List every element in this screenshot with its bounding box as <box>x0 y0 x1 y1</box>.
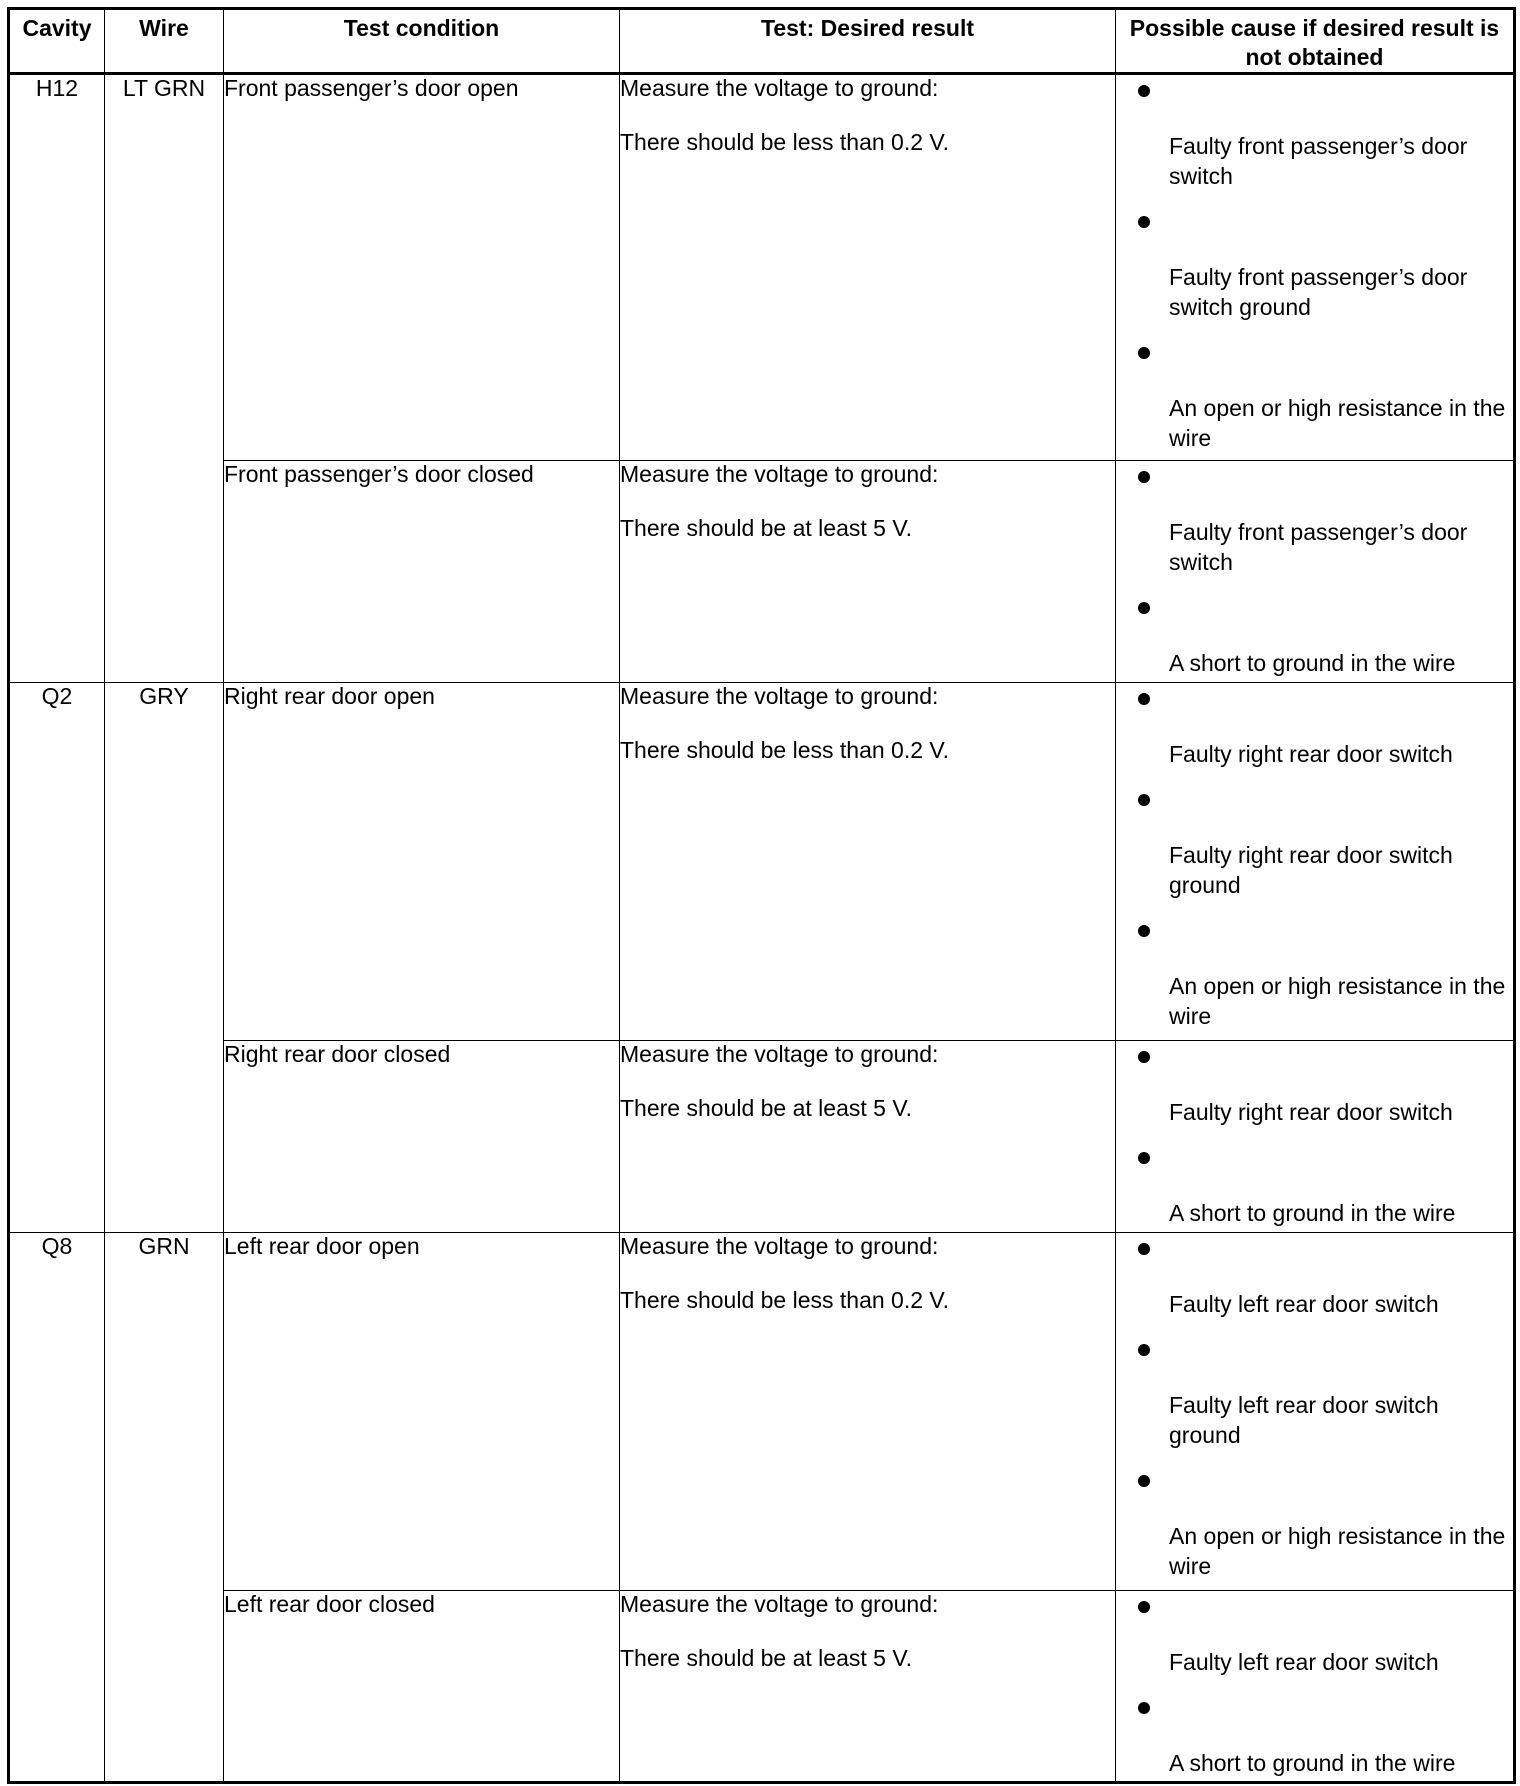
cause-item <box>1116 337 1513 453</box>
cause-text: Faulty front passenger’s door switch ground <box>1169 264 1468 320</box>
bullet-icon <box>1138 216 1150 228</box>
cause-text: Faulty left rear door switch ground <box>1169 1392 1439 1448</box>
cavity-cell: Q8 <box>9 1233 105 1783</box>
result-line: Measure the voltage to ground: <box>620 75 939 101</box>
cause-item <box>1116 1591 1513 1677</box>
bullet-icon <box>1138 471 1150 483</box>
cause-item <box>1116 1233 1513 1319</box>
cause-text: A short to ground in the wire <box>1169 1750 1456 1776</box>
header-possible-cause: Possible cause if desired result is not obtained <box>1116 9 1515 74</box>
cause-text: Faulty left rear door switch <box>1169 1291 1439 1317</box>
table-row <box>9 1041 1515 1233</box>
cause-item <box>1116 461 1513 577</box>
bullet-icon <box>1138 1601 1150 1613</box>
result-line: Measure the voltage to ground: <box>620 1041 939 1067</box>
bullet-icon <box>1138 1702 1150 1714</box>
test-condition-cell: Front passenger’s door open <box>224 74 620 461</box>
cause-text: Faulty right rear door switch <box>1169 741 1453 767</box>
test-condition-cell: Left rear door open <box>224 1233 620 1591</box>
bullet-icon <box>1138 1243 1150 1255</box>
header-test-condition: Test condition <box>224 9 620 74</box>
result-line: Measure the voltage to ground: <box>620 1591 939 1617</box>
possible-cause-cell <box>1116 1591 1515 1783</box>
desired-result-cell <box>620 1041 1116 1233</box>
test-condition-cell: Left rear door closed <box>224 1591 620 1783</box>
cause-text: A short to ground in the wire <box>1169 1200 1456 1226</box>
bullet-icon <box>1138 794 1150 806</box>
result-line: There should be at least 5 V. <box>620 1645 912 1671</box>
table-row <box>9 1591 1515 1783</box>
cause-item <box>1116 75 1513 191</box>
possible-cause-cell <box>1116 683 1515 1041</box>
cause-text: An open or high resistance in the wire <box>1169 1523 1506 1579</box>
cause-text: Faulty front passenger’s door switch <box>1169 133 1468 189</box>
possible-cause-cell <box>1116 1233 1515 1591</box>
cause-text: Faulty left rear door switch <box>1169 1649 1439 1675</box>
cause-item <box>1116 206 1513 322</box>
desired-result-cell <box>620 683 1116 1041</box>
cause-item <box>1116 1142 1513 1228</box>
bullet-icon <box>1138 1475 1150 1487</box>
cause-text: An open or high resistance in the wire <box>1169 395 1506 451</box>
cause-text: Faulty right rear door switch <box>1169 1099 1453 1125</box>
cause-item <box>1116 915 1513 1031</box>
cavity-cell: H12 <box>9 74 105 683</box>
header-wire: Wire <box>105 9 224 74</box>
result-line: Measure the voltage to ground: <box>620 461 939 487</box>
table-row <box>9 1233 1515 1591</box>
cause-text: Faulty front passenger’s door switch <box>1169 519 1468 575</box>
bullet-icon <box>1138 925 1150 937</box>
cause-item <box>1116 1692 1513 1778</box>
possible-cause-cell <box>1116 74 1515 461</box>
bullet-icon <box>1138 602 1150 614</box>
header-cavity: Cavity <box>9 9 105 74</box>
bullet-icon <box>1138 347 1150 359</box>
possible-cause-cell <box>1116 461 1515 683</box>
cause-item <box>1116 592 1513 678</box>
result-line: There should be at least 5 V. <box>620 515 912 541</box>
header-desired-result: Test: Desired result <box>620 9 1116 74</box>
bullet-icon <box>1138 693 1150 705</box>
cause-item <box>1116 1334 1513 1450</box>
bullet-icon <box>1138 1152 1150 1164</box>
bullet-icon <box>1138 85 1150 97</box>
cause-item <box>1116 1465 1513 1581</box>
cause-item <box>1116 1041 1513 1127</box>
wire-cell: GRN <box>105 1233 224 1783</box>
desired-result-cell <box>620 461 1116 683</box>
cavity-cell: Q2 <box>9 683 105 1233</box>
possible-cause-cell <box>1116 1041 1515 1233</box>
wire-cell: GRY <box>105 683 224 1233</box>
cause-text: An open or high resistance in the wire <box>1169 973 1506 1029</box>
cause-text: A short to ground in the wire <box>1169 650 1456 676</box>
result-line: There should be less than 0.2 V. <box>620 737 950 763</box>
cause-item <box>1116 683 1513 769</box>
bullet-icon <box>1138 1344 1150 1356</box>
table-row <box>9 683 1515 1041</box>
header-row <box>9 9 1515 74</box>
desired-result-cell <box>620 1591 1116 1783</box>
table-row <box>9 461 1515 683</box>
result-line: There should be at least 5 V. <box>620 1095 912 1121</box>
wire-cell: LT GRN <box>105 74 224 683</box>
table-row <box>9 74 1515 461</box>
test-condition-cell: Front passenger’s door closed <box>224 461 620 683</box>
bullet-icon <box>1138 1051 1150 1063</box>
cause-text: Faulty right rear door switch ground <box>1169 842 1453 898</box>
result-line: Measure the voltage to ground: <box>620 1233 939 1259</box>
desired-result-cell <box>620 1233 1116 1591</box>
cause-item <box>1116 784 1513 900</box>
result-line: There should be less than 0.2 V. <box>620 129 950 155</box>
test-condition-cell: Right rear door open <box>224 683 620 1041</box>
result-line: Measure the voltage to ground: <box>620 683 939 709</box>
test-condition-cell: Right rear door closed <box>224 1041 620 1233</box>
diagnostic-table <box>7 7 1516 1784</box>
desired-result-cell <box>620 74 1116 461</box>
result-line: There should be less than 0.2 V. <box>620 1287 950 1313</box>
